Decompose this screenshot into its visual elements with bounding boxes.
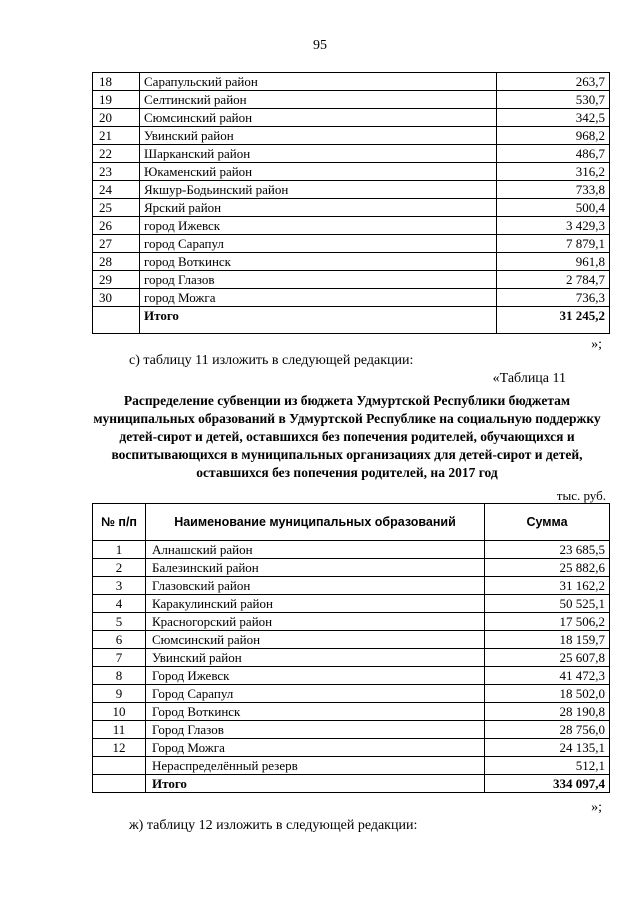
table-row (93, 541, 610, 559)
amount: 961,8 (497, 253, 610, 271)
amount: 7 879,1 (497, 235, 610, 253)
municipality-name: Балезинский район (146, 559, 485, 577)
amount: 25 882,6 (485, 559, 610, 577)
municipality-name: Нераспределённый резерв (146, 757, 485, 775)
total-amount: 31 245,2 (497, 307, 610, 334)
municipality-name: Город Сарапул (146, 685, 485, 703)
units-label: тыс. руб. (556, 488, 606, 503)
municipality-name: город Воткинск (140, 253, 497, 271)
amount: 486,7 (497, 145, 610, 163)
municipality-name: Увинский район (146, 649, 485, 667)
amount: 968,2 (497, 127, 610, 145)
closing-quote: »; (591, 337, 602, 352)
row-number: 23 (93, 163, 140, 181)
subvention-table (92, 503, 610, 793)
table-row (93, 163, 610, 181)
row-number: 2 (93, 559, 146, 577)
row-number: 28 (93, 253, 140, 271)
amount: 530,7 (497, 91, 610, 109)
row-number: 18 (93, 73, 140, 91)
table-row (93, 217, 610, 235)
row-number (93, 775, 146, 793)
municipality-name: город Ижевск (140, 217, 497, 235)
municipality-name: город Можга (140, 289, 497, 307)
table-row (93, 595, 610, 613)
amount: 28 756,0 (485, 721, 610, 739)
row-number (93, 757, 146, 775)
amount: 316,2 (497, 163, 610, 181)
instruction-text: с) таблицу 11 изложить в следующей редакции: (129, 353, 414, 368)
amount: 24 135,1 (485, 739, 610, 757)
table-title: Распределение субвенции из бюджета Удмуртской Республики бюджетам муниципальных образований в Удмуртской Республике на социальную поддержку детей-сирот и детей, оставшихся без попечения родителей, обучающихся и воспитывающихся в муниципальных организациях для детей-сирот и детей, оставшихся без попечения родителей, на 2017 год (93, 393, 601, 480)
row-number: 11 (93, 721, 146, 739)
table-row (93, 199, 610, 217)
row-number: 7 (93, 649, 146, 667)
row-number: 12 (93, 739, 146, 757)
row-number: 3 (93, 577, 146, 595)
row-number: 5 (93, 613, 146, 631)
municipality-name: Город Глазов (146, 721, 485, 739)
total-row (93, 775, 610, 793)
amount: 736,3 (497, 289, 610, 307)
continued-table (92, 72, 610, 334)
municipality-name: Якшур-Бодьинский район (140, 181, 497, 199)
table-row (93, 631, 610, 649)
row-number (93, 307, 140, 334)
amount: 28 190,8 (485, 703, 610, 721)
municipality-name: Красногорский район (146, 613, 485, 631)
amount: 3 429,3 (497, 217, 610, 235)
amount: 25 607,8 (485, 649, 610, 667)
header-name: Наименование муниципальных образований (146, 504, 485, 541)
table-row (93, 721, 610, 739)
table-header-row (93, 504, 610, 541)
municipality-name: Город Ижевск (146, 667, 485, 685)
instruction-text: ж) таблицу 12 изложить в следующей редакции: (129, 818, 418, 833)
table-row (93, 235, 610, 253)
row-number: 30 (93, 289, 140, 307)
row-number: 10 (93, 703, 146, 721)
table-row (93, 127, 610, 145)
row-number: 26 (93, 217, 140, 235)
row-number: 19 (93, 91, 140, 109)
table-row (93, 253, 610, 271)
table-row (93, 577, 610, 595)
total-row (93, 307, 610, 334)
table-row (93, 181, 610, 199)
municipality-name: Город Можга (146, 739, 485, 757)
table-caption: «Таблица 11 (492, 371, 566, 386)
table-row (93, 73, 610, 91)
municipality-name: Сарапульский район (140, 73, 497, 91)
amount: 18 502,0 (485, 685, 610, 703)
row-number: 25 (93, 199, 140, 217)
municipality-name: Сюмсинский район (140, 109, 497, 127)
total-label: Итого (146, 775, 485, 793)
total-label: Итого (140, 307, 497, 334)
municipality-name: город Глазов (140, 271, 497, 289)
amount: 31 162,2 (485, 577, 610, 595)
header-number: № п/п (93, 504, 146, 541)
table-row (93, 649, 610, 667)
municipality-name: Юкаменский район (140, 163, 497, 181)
table-row (93, 685, 610, 703)
amount: 23 685,5 (485, 541, 610, 559)
municipality-name: Алнашский район (146, 541, 485, 559)
municipality-name: Глазовский район (146, 577, 485, 595)
row-number: 20 (93, 109, 140, 127)
amount: 500,4 (497, 199, 610, 217)
total-amount: 334 097,4 (485, 775, 610, 793)
municipality-name: Шарканский район (140, 145, 497, 163)
amount: 50 525,1 (485, 595, 610, 613)
page-number: 95 (313, 38, 327, 53)
amount: 18 159,7 (485, 631, 610, 649)
row-number: 21 (93, 127, 140, 145)
header-sum: Сумма (485, 504, 610, 541)
table-row (93, 559, 610, 577)
table-row (93, 613, 610, 631)
row-number: 8 (93, 667, 146, 685)
table-row (93, 739, 610, 757)
amount: 263,7 (497, 73, 610, 91)
amount: 17 506,2 (485, 613, 610, 631)
row-number: 6 (93, 631, 146, 649)
table-row (93, 109, 610, 127)
table-row (93, 91, 610, 109)
table-row (93, 145, 610, 163)
amount: 41 472,3 (485, 667, 610, 685)
amount: 2 784,7 (497, 271, 610, 289)
municipality-name: Селтинский район (140, 91, 497, 109)
table-row (93, 271, 610, 289)
amount: 733,8 (497, 181, 610, 199)
municipality-name: Каракулинский район (146, 595, 485, 613)
table-row (93, 667, 610, 685)
row-number: 22 (93, 145, 140, 163)
amount: 512,1 (485, 757, 610, 775)
municipality-name: Сюмсинский район (146, 631, 485, 649)
table-row (93, 703, 610, 721)
row-number: 27 (93, 235, 140, 253)
row-number: 24 (93, 181, 140, 199)
row-number: 4 (93, 595, 146, 613)
row-number: 29 (93, 271, 140, 289)
municipality-name: Город Воткинск (146, 703, 485, 721)
municipality-name: Увинский район (140, 127, 497, 145)
table-row (93, 757, 610, 775)
closing-quote: »; (591, 800, 602, 815)
amount: 342,5 (497, 109, 610, 127)
row-number: 9 (93, 685, 146, 703)
municipality-name: город Сарапул (140, 235, 497, 253)
row-number: 1 (93, 541, 146, 559)
municipality-name: Ярский район (140, 199, 497, 217)
table-row (93, 289, 610, 307)
